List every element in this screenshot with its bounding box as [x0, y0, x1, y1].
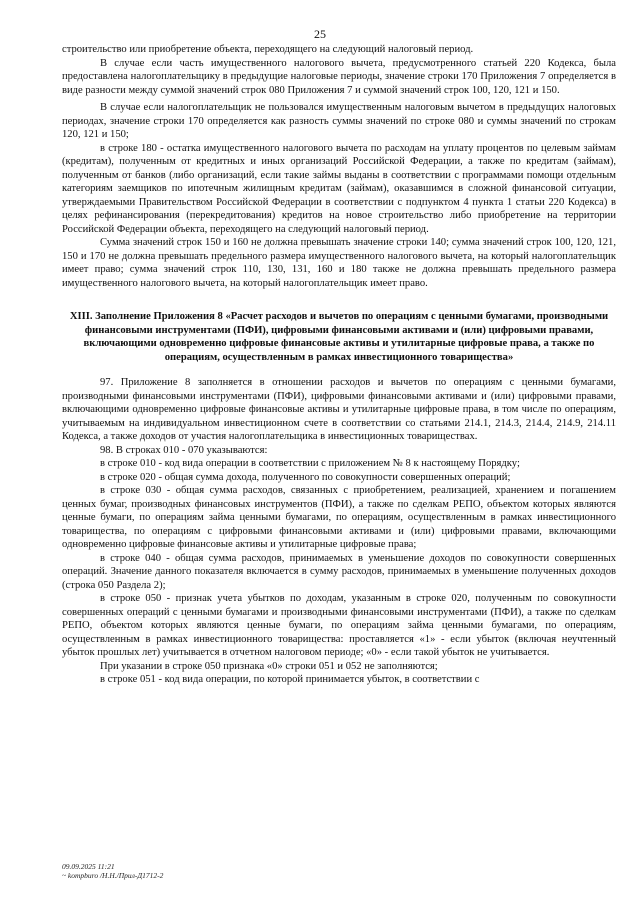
footer-doc-ref: ~ kompburo /Н.Н./Прил-Д1712-2 — [62, 871, 164, 880]
footer-date: 09.09.2025 11:21 — [62, 862, 115, 871]
paragraph: строительство или приобретение объекта, переходящего на следующий налоговый период. — [62, 44, 474, 55]
paragraph: в строке 010 - код вида операции в соответствии с приложением № 8 к настоящему Порядку; — [100, 458, 520, 469]
paragraph: 97. Приложение 8 заполняется в отношении расходов и вычетов по операциям с ценными бумагами, производными финансовыми инструментами (ПФИ), цифровыми финансовыми активами и (или) цифровыми правами, включающими одновременно цифровые финансовые активы и утилитарные цифровые права, в том числе по операциям, учитываемым на индивидуальном инвестиционном счете в соответствии со статьями 214.1, 214.3, 214.4, 214.9, 214.11 Кодекса, а также доходов от участия налогоплательщика в инвестиционных товариществах. — [62, 377, 616, 442]
page-number: 25 — [314, 27, 326, 41]
footer — [62, 862, 163, 880]
section-heading: XIII. Заполнение Приложения 8 «Расчет расходов и вычетов по операциям с ценными бумагами, производными финансовыми инструментами (ПФИ), цифровыми финансовыми активами и (или) цифровыми правами, включающими одновременно цифровые финансовые активы и утилитарные цифровые права, а также по операциям, осуществленным в рамках инвестиционного товарищества» — [69, 311, 609, 363]
paragraph: В случае если часть имущественного налогового вычета, предусмотренного статьей 220 Кодекса, была предоставлена налогоплательщику в предыдущие налоговые периоды, значение строки 170 Приложения 7 определяется в виде разности между суммой значений строк 080 Приложения 7 и суммой значений строк 100, 120, 121 и 150. — [62, 57, 616, 96]
paragraph: в строке 050 - признак учета убытков по доходам, указанным в строке 020, полученным по совокупности совершенных операций с ценными бумагами и производными финансовыми инструментами (ПФИ), а также по сделкам РЕПО, объектом которых являются ценные бумаги, по операциям займа ценными бумагами, по операциям, осуществленным в рамках инвестиционного товарищества: проставляется «1» - если убыток (включая неучтенный убыток прошлых лет) учитывается в отчетном налоговом периоде; «0» - если такой убыток не учитывается. — [62, 593, 616, 658]
paragraph: в строке 020 - общая сумма дохода, полученного по совокупности совершенных операций; — [100, 471, 511, 483]
paragraph: При указании в строке 050 признака «0» строки 051 и 052 не заполняются; — [100, 660, 438, 672]
paragraph: в строке 051 - код вида операции, по которой принимается убыток, в соответствии с — [100, 674, 480, 685]
paragraph: 98. В строках 010 - 070 указываются: — [100, 444, 268, 456]
paragraph: в строке 040 - общая сумма расходов, принимаемых в уменьшение доходов по совокупности совершенных операций. Значение данного показателя включается в сумму расходов, принимаемых в уменьшение полученных доходов (строка 050 Раздела 2); — [62, 552, 616, 591]
paragraph: Сумма значений строк 150 и 160 не должна превышать значение строки 140; сумма значений строк 100, 120, 121, 150 и 170 не должна превышать предельного размера имущественного налогового вычета, на который налогоплательщик имеет право; сумма значений строк 110, 130, 131, 160 и 180 также не должна превышать предельного размера имущественного налогового вычета, на который налогоплательщик имеет право. — [62, 237, 616, 289]
document-body — [62, 43, 616, 687]
paragraph: в строке 030 - общая сумма расходов, связанных с приобретением, реализацией, хранением и погашением ценных бумаг, производных финансовых инструментов (ПФИ), а также по сделкам РЕПО, объектом которых являются ценные бумаги, по операциям займа ценными бумагами, по операциям, осуществленным в рамках инвестиционного товарищества, по операциям с цифровыми финансовыми активами и (или) цифровыми правами, включающими одновременно цифровые финансовые активы и утилитарные цифровые права; — [62, 485, 616, 550]
paragraph: в строке 180 - остатка имущественного налогового вычета по расходам на уплату процентов по целевым займам (кредитам), полученным от кредитных и иных организаций Российской Федерации, а также по кредитам (займам), полученным от банков (либо организаций, если такие займы выданы в соответствии с программами помощи отдельным категориям заемщиков по ипотечным жилищным кредитам (займам), оказавшимся в сложной финансовой ситуации, утверждаемыми Правительством Российской Федерации в соответствии с подпунктом 4 пункта 1 статьи 220 Кодекса) в целях рефинансирования (перекредитования) кредитов на новое строительство либо приобретение на территории Российской Федерации объекта, переходящего на следующий налоговый период. — [62, 142, 616, 235]
paragraph: В случае если налогоплательщик не пользовался имущественным налоговым вычетом в предыдущих налоговых периодах, значение строки 170 определяется как разность суммы значений по строке 080 и суммы значений по строкам 120, 121 и 150; — [62, 102, 616, 140]
